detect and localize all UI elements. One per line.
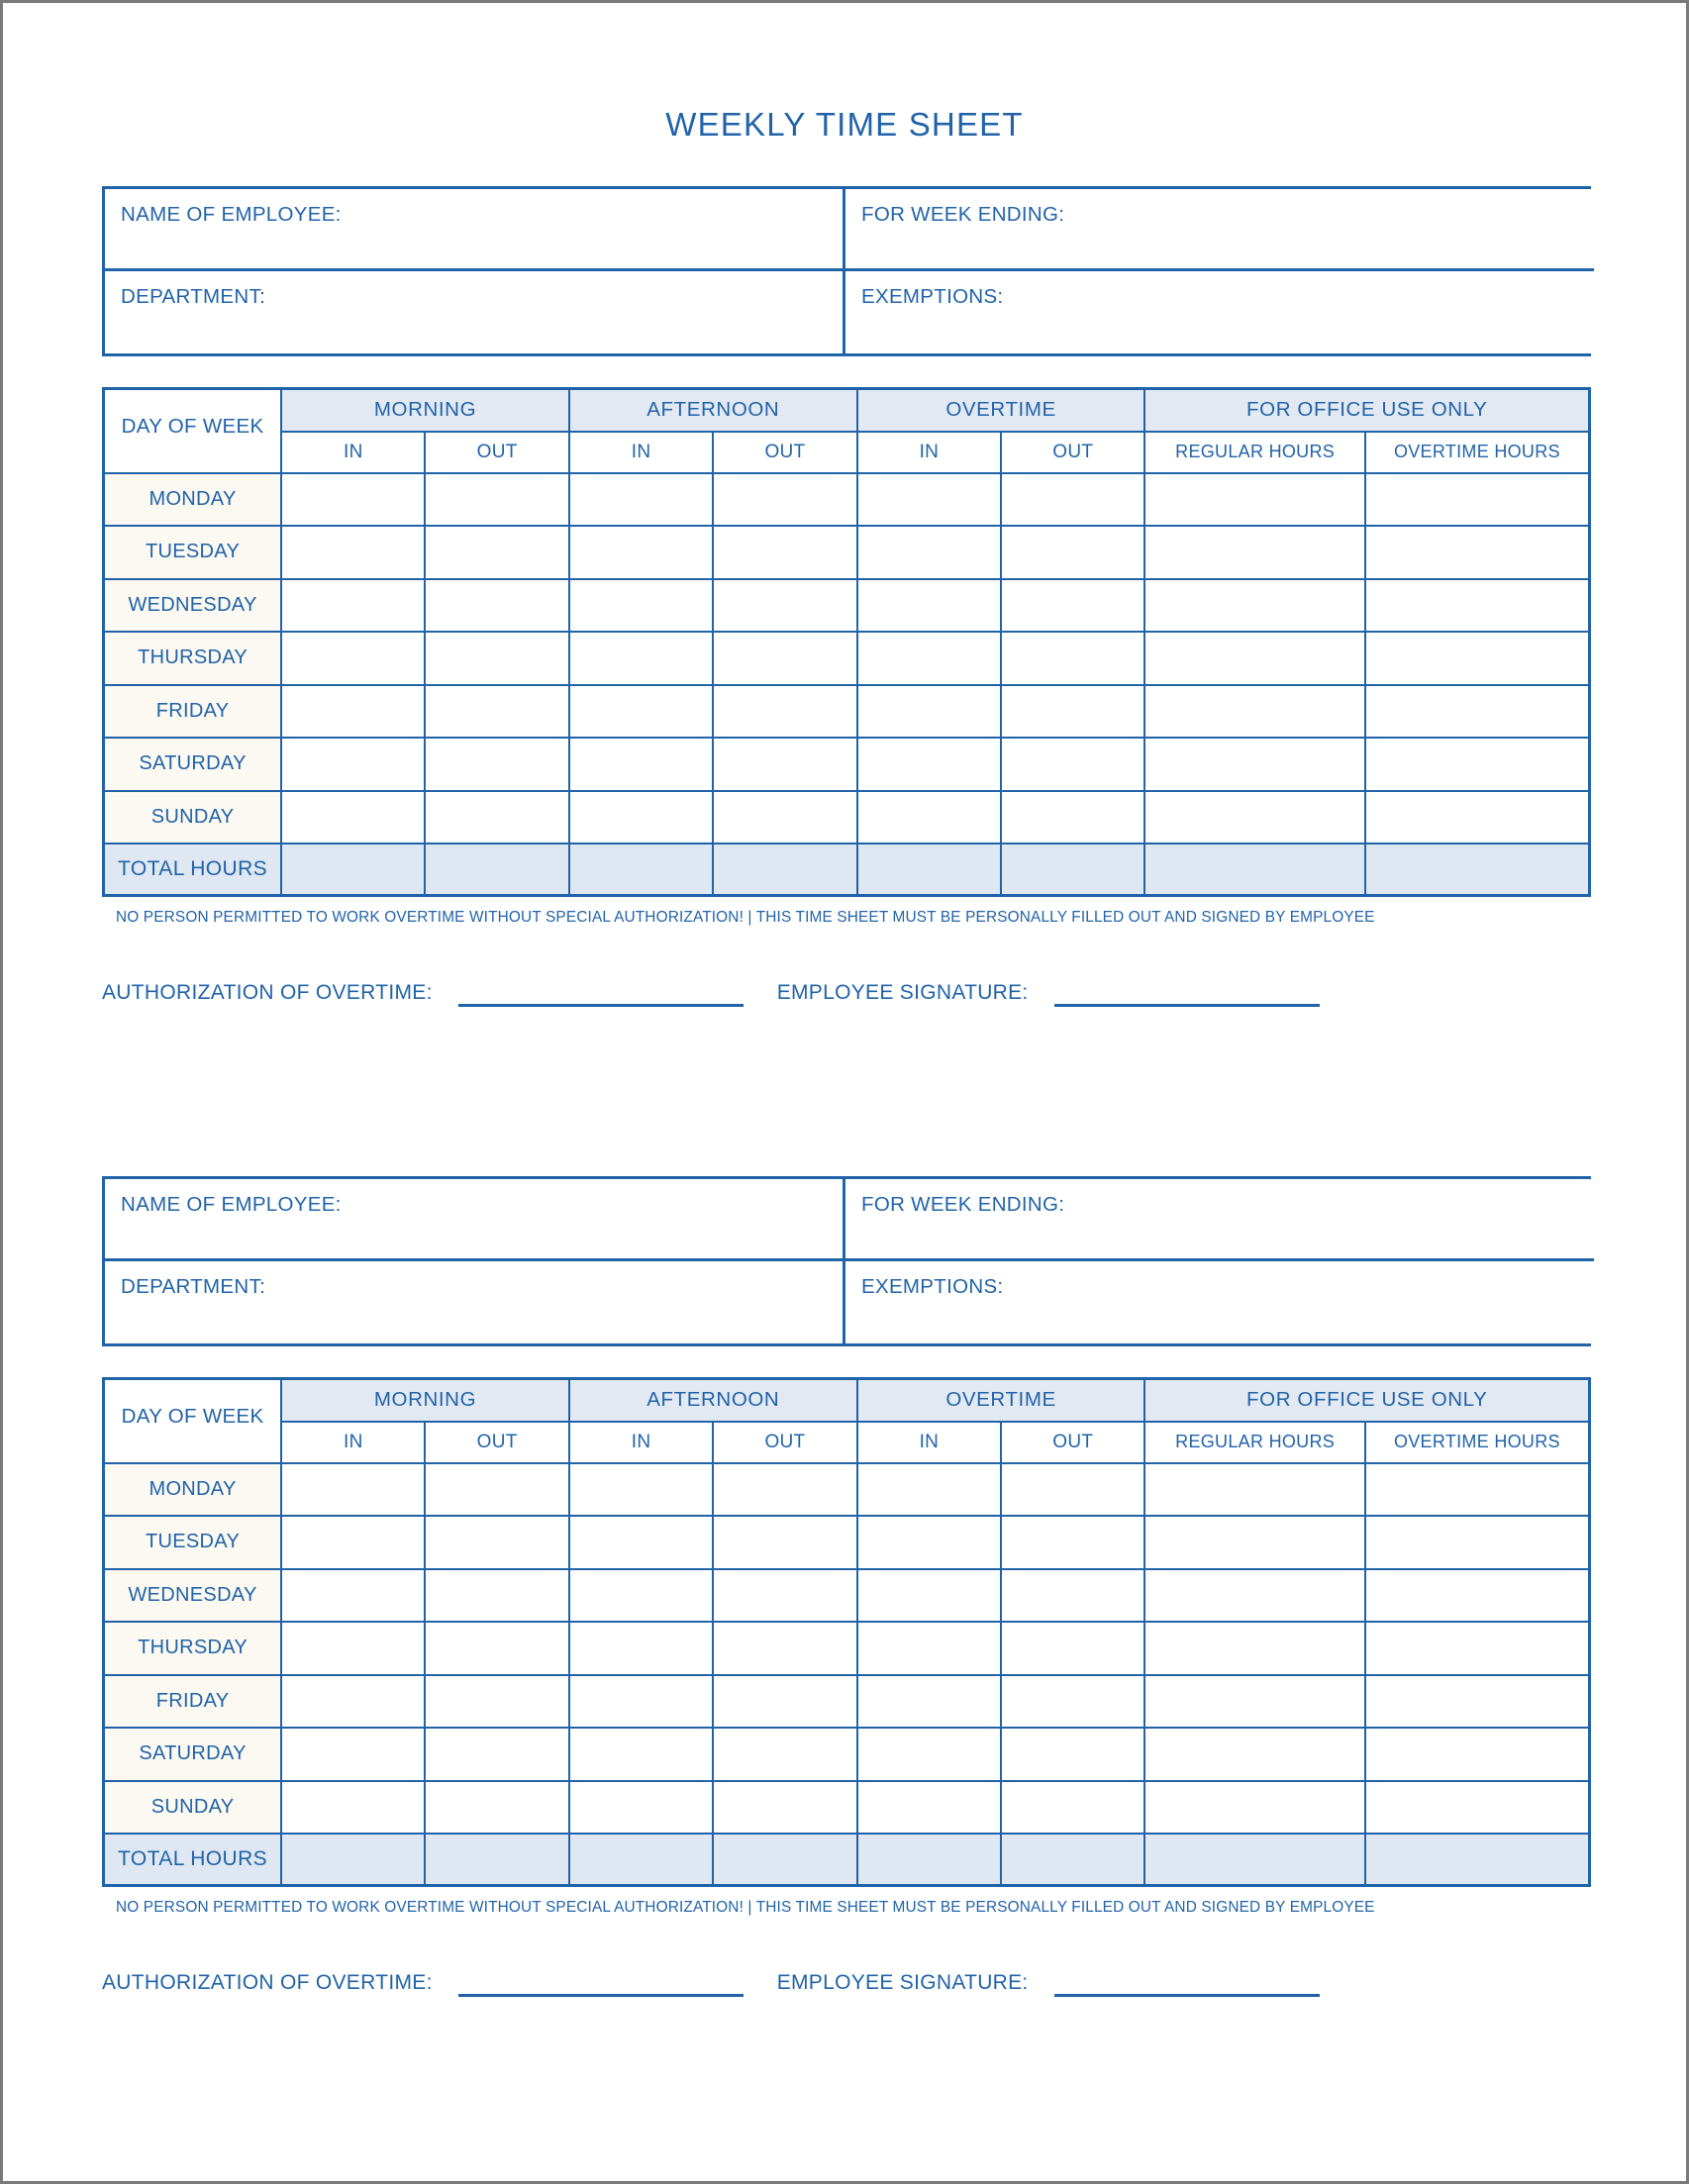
cell-monday-afternoon-out[interactable]: [713, 473, 856, 527]
cell-friday-morning-out[interactable]: [425, 685, 568, 739]
employee-signature-label: EMPLOYEE SIGNATURE:: [776, 1970, 1029, 1994]
cell-saturday-afternoon-in[interactable]: [569, 1728, 713, 1781]
signature-row-1: [102, 981, 1591, 1007]
cell-saturday-morning-in[interactable]: [281, 1728, 425, 1781]
authorization-of-overtime-label: AUTHORIZATION OF OVERTIME:: [102, 1970, 433, 1994]
page-title: WEEKLY TIME SHEET: [665, 106, 1024, 143]
subheader-afternoon-out: OUT: [713, 1422, 856, 1463]
cell-wednesday-morning-in[interactable]: [281, 1569, 425, 1623]
overtime-note-2: NO PERSON PERMITTED TO WORK OVERTIME WITHOUT SPECIAL AUTHORIZATION! | THIS TIME SHEET MUST BE PERSONALLY FILLED OUT AND SIGNED BY EMPLOYEE: [116, 1898, 1375, 1916]
cell-sunday-overtime-in[interactable]: [857, 1781, 1001, 1835]
cell-thursday-overtime-in[interactable]: [857, 632, 1001, 685]
employee-signature-label: EMPLOYEE SIGNATURE:: [776, 980, 1029, 1004]
total-hours-label: TOTAL HOURS: [104, 1834, 282, 1885]
day-label-monday: MONDAY: [104, 473, 282, 527]
table-row: [104, 1781, 1590, 1835]
cell-monday-morning-in[interactable]: [281, 473, 425, 527]
cell-tuesday-morning-out[interactable]: [425, 526, 568, 579]
cell-sunday-afternoon-out[interactable]: [713, 791, 856, 844]
cell-sunday-overtime-hours[interactable]: [1365, 1781, 1590, 1835]
cell-tuesday-overtime-hours[interactable]: [1365, 526, 1590, 579]
group-header-afternoon: AFTERNOON: [569, 1379, 857, 1422]
cell-wednesday-overtime-out[interactable]: [1001, 1569, 1144, 1623]
total-hours-row-1: [104, 844, 1590, 895]
day-label-wednesday: WEDNESDAY: [104, 1569, 282, 1623]
cell-sunday-overtime-in[interactable]: [857, 791, 1001, 844]
cell-thursday-overtime-out[interactable]: [1001, 1622, 1144, 1675]
cell-sunday-morning-out[interactable]: [425, 1781, 568, 1835]
table-row: [104, 738, 1590, 791]
total-afternoon-out[interactable]: [713, 844, 856, 895]
group-header-afternoon: AFTERNOON: [569, 389, 857, 432]
day-label-friday: FRIDAY: [104, 685, 282, 739]
timesheet-section-2: [102, 1176, 1591, 1997]
cell-thursday-afternoon-in[interactable]: [569, 632, 713, 685]
cell-saturday-morning-out[interactable]: [425, 1728, 568, 1781]
cell-wednesday-overtime-in[interactable]: [857, 579, 1001, 633]
table-row: [104, 685, 1590, 739]
cell-monday-afternoon-out[interactable]: [713, 1463, 856, 1517]
cell-tuesday-overtime-out[interactable]: [1001, 1516, 1144, 1569]
day-label-tuesday: TUESDAY: [104, 1516, 282, 1569]
cell-sunday-afternoon-in[interactable]: [569, 791, 713, 844]
table-row: [104, 526, 1590, 579]
group-header-office-use: FOR OFFICE USE ONLY: [1144, 389, 1589, 432]
cell-monday-overtime-in[interactable]: [857, 473, 1001, 527]
subheader-overtime-in: IN: [857, 1422, 1001, 1463]
cell-thursday-regular-hours[interactable]: [1144, 632, 1364, 685]
name-of-employee-field-2[interactable]: [105, 1179, 845, 1261]
department-label: DEPARTMENT:: [121, 1275, 266, 1298]
day-label-thursday: THURSDAY: [104, 1622, 282, 1675]
total-overtime-hours[interactable]: [1365, 844, 1590, 895]
cell-tuesday-overtime-out[interactable]: [1001, 526, 1144, 579]
subheader-afternoon-out: OUT: [713, 432, 856, 473]
authorization-of-overtime-line[interactable]: [458, 1994, 744, 1997]
cell-wednesday-regular-hours[interactable]: [1144, 1569, 1364, 1623]
subheader-regular-hours: REGULAR HOURS: [1144, 1422, 1364, 1463]
cell-thursday-afternoon-out[interactable]: [713, 632, 856, 685]
cell-tuesday-afternoon-out[interactable]: [713, 526, 856, 579]
department-label: DEPARTMENT:: [121, 285, 266, 308]
authorization-of-overtime-line[interactable]: [458, 1004, 744, 1007]
cell-wednesday-morning-out[interactable]: [425, 1569, 568, 1623]
table-head-1: [104, 389, 1590, 473]
employee-info-grid-2: [102, 1176, 1591, 1346]
subheader-morning-in: IN: [281, 432, 425, 473]
name-of-employee-field-1[interactable]: [105, 189, 845, 271]
total-morning-out[interactable]: [425, 1834, 568, 1885]
for-week-ending-field-2[interactable]: [845, 1179, 1594, 1261]
cell-tuesday-afternoon-in[interactable]: [569, 526, 713, 579]
cell-saturday-overtime-in[interactable]: [857, 738, 1001, 791]
cell-wednesday-morning-in[interactable]: [281, 579, 425, 633]
employee-info-grid-1: [102, 186, 1591, 356]
table-row: [104, 1463, 1590, 1517]
for-week-ending-label: FOR WEEK ENDING:: [861, 1193, 1065, 1216]
cell-tuesday-morning-in[interactable]: [281, 1516, 425, 1569]
cell-monday-overtime-hours[interactable]: [1365, 473, 1590, 527]
cell-friday-morning-in[interactable]: [281, 685, 425, 739]
cell-thursday-overtime-out[interactable]: [1001, 632, 1144, 685]
cell-saturday-afternoon-out[interactable]: [713, 1728, 856, 1781]
subheader-afternoon-in: IN: [569, 432, 713, 473]
cell-monday-regular-hours[interactable]: [1144, 1463, 1364, 1517]
cell-monday-morning-out[interactable]: [425, 473, 568, 527]
cell-sunday-morning-in[interactable]: [281, 791, 425, 844]
day-label-thursday: THURSDAY: [104, 632, 282, 685]
total-afternoon-in[interactable]: [569, 1834, 713, 1885]
subheader-morning-in: IN: [281, 1422, 425, 1463]
cell-saturday-morning-in[interactable]: [281, 738, 425, 791]
cell-tuesday-afternoon-in[interactable]: [569, 1516, 713, 1569]
exemptions-label: EXEMPTIONS:: [861, 285, 1004, 308]
total-overtime-in[interactable]: [857, 1834, 1001, 1885]
group-header-morning: MORNING: [281, 389, 569, 432]
cell-saturday-morning-out[interactable]: [425, 738, 568, 791]
cell-wednesday-afternoon-in[interactable]: [569, 1569, 713, 1623]
cell-tuesday-morning-in[interactable]: [281, 526, 425, 579]
authorization-of-overtime-label: AUTHORIZATION OF OVERTIME:: [102, 980, 433, 1004]
sub-header-row-2: [104, 1422, 1590, 1463]
cell-thursday-morning-out[interactable]: [425, 1622, 568, 1675]
cell-sunday-afternoon-in[interactable]: [569, 1781, 713, 1835]
cell-sunday-overtime-out[interactable]: [1001, 1781, 1144, 1835]
cell-friday-afternoon-in[interactable]: [569, 685, 713, 739]
cell-monday-overtime-out[interactable]: [1001, 473, 1144, 527]
name-of-employee-label: NAME OF EMPLOYEE:: [121, 203, 342, 226]
cell-friday-overtime-hours[interactable]: [1365, 1675, 1590, 1729]
day-label-sunday: SUNDAY: [104, 791, 282, 844]
day-of-week-header: DAY OF WEEK: [104, 1379, 282, 1463]
cell-friday-overtime-in[interactable]: [857, 685, 1001, 739]
cell-sunday-overtime-hours[interactable]: [1365, 791, 1590, 844]
cell-friday-afternoon-in[interactable]: [569, 1675, 713, 1729]
cell-sunday-regular-hours[interactable]: [1144, 791, 1364, 844]
table-row: [104, 473, 1590, 527]
group-header-overtime: OVERTIME: [857, 1379, 1145, 1422]
subheader-morning-out: OUT: [425, 432, 568, 473]
employee-signature-line[interactable]: [1054, 1994, 1320, 1997]
total-hours-label: TOTAL HOURS: [104, 844, 282, 895]
cell-monday-afternoon-in[interactable]: [569, 473, 713, 527]
time-entry-table-2: [102, 1377, 1591, 1887]
subheader-overtime-in: IN: [857, 432, 1001, 473]
cell-saturday-overtime-out[interactable]: [1001, 1728, 1144, 1781]
total-overtime-out[interactable]: [1001, 1834, 1144, 1885]
cell-monday-regular-hours[interactable]: [1144, 473, 1364, 527]
group-header-row-1: [104, 389, 1590, 432]
cell-saturday-regular-hours[interactable]: [1144, 1728, 1364, 1781]
time-entry-table-1: [102, 387, 1591, 897]
total-afternoon-out[interactable]: [713, 1834, 856, 1885]
subheader-overtime-out: OUT: [1001, 432, 1144, 473]
subheader-overtime-out: OUT: [1001, 1422, 1144, 1463]
cell-friday-overtime-out[interactable]: [1001, 685, 1144, 739]
total-morning-in[interactable]: [281, 844, 425, 895]
cell-friday-regular-hours[interactable]: [1144, 685, 1364, 739]
total-hours-row-2: [104, 1834, 1590, 1885]
employee-signature-line[interactable]: [1054, 1004, 1320, 1007]
table-row: [104, 1516, 1590, 1569]
day-label-friday: FRIDAY: [104, 1675, 282, 1729]
subheader-overtime-hours: OVERTIME HOURS: [1365, 1422, 1590, 1463]
cell-thursday-afternoon-out[interactable]: [713, 1622, 856, 1675]
cell-saturday-afternoon-in[interactable]: [569, 738, 713, 791]
cell-thursday-overtime-in[interactable]: [857, 1622, 1001, 1675]
cell-friday-overtime-in[interactable]: [857, 1675, 1001, 1729]
total-afternoon-in[interactable]: [569, 844, 713, 895]
cell-sunday-overtime-out[interactable]: [1001, 791, 1144, 844]
cell-tuesday-afternoon-out[interactable]: [713, 1516, 856, 1569]
group-header-overtime: OVERTIME: [857, 389, 1145, 432]
name-of-employee-label: NAME OF EMPLOYEE:: [121, 1193, 342, 1216]
sub-header-row-1: [104, 432, 1590, 473]
total-morning-in[interactable]: [281, 1834, 425, 1885]
cell-saturday-overtime-hours[interactable]: [1365, 1728, 1590, 1781]
cell-sunday-afternoon-out[interactable]: [713, 1781, 856, 1835]
day-label-tuesday: TUESDAY: [104, 526, 282, 579]
day-label-saturday: SATURDAY: [104, 1728, 282, 1781]
cell-saturday-overtime-in[interactable]: [857, 1728, 1001, 1781]
cell-saturday-overtime-hours[interactable]: [1365, 738, 1590, 791]
cell-saturday-regular-hours[interactable]: [1144, 738, 1364, 791]
total-overtime-out[interactable]: [1001, 844, 1144, 895]
overtime-note-1: NO PERSON PERMITTED TO WORK OVERTIME WITHOUT SPECIAL AUTHORIZATION! | THIS TIME SHEET MUST BE PERSONALLY FILLED OUT AND SIGNED BY EMPLOYEE: [116, 908, 1375, 926]
cell-monday-overtime-out[interactable]: [1001, 1463, 1144, 1517]
cell-thursday-morning-out[interactable]: [425, 632, 568, 685]
subheader-regular-hours: REGULAR HOURS: [1144, 432, 1364, 473]
day-label-monday: MONDAY: [104, 1463, 282, 1517]
cell-friday-afternoon-out[interactable]: [713, 1675, 856, 1729]
cell-friday-overtime-hours[interactable]: [1365, 685, 1590, 739]
cell-wednesday-overtime-hours[interactable]: [1365, 1569, 1590, 1623]
cell-thursday-overtime-hours[interactable]: [1365, 1622, 1590, 1675]
cell-tuesday-regular-hours[interactable]: [1144, 1516, 1364, 1569]
cell-monday-morning-in[interactable]: [281, 1463, 425, 1517]
day-label-wednesday: WEDNESDAY: [104, 579, 282, 633]
cell-monday-overtime-in[interactable]: [857, 1463, 1001, 1517]
cell-saturday-afternoon-out[interactable]: [713, 738, 856, 791]
total-regular-hours[interactable]: [1144, 1834, 1364, 1885]
department-field-1[interactable]: [105, 271, 845, 353]
cell-sunday-morning-out[interactable]: [425, 791, 568, 844]
cell-tuesday-overtime-in[interactable]: [857, 1516, 1001, 1569]
group-header-office-use: FOR OFFICE USE ONLY: [1144, 1379, 1589, 1422]
cell-thursday-regular-hours[interactable]: [1144, 1622, 1364, 1675]
group-header-row-2: [104, 1379, 1590, 1422]
day-of-week-header: DAY OF WEEK: [104, 389, 282, 473]
table-row: [104, 1675, 1590, 1729]
cell-thursday-morning-in[interactable]: [281, 1622, 425, 1675]
department-field-2[interactable]: [105, 1261, 845, 1343]
cell-wednesday-morning-out[interactable]: [425, 579, 568, 633]
table-row: [104, 1728, 1590, 1781]
subheader-overtime-hours: OVERTIME HOURS: [1365, 432, 1590, 473]
cell-friday-afternoon-out[interactable]: [713, 685, 856, 739]
cell-friday-morning-in[interactable]: [281, 1675, 425, 1729]
cell-friday-overtime-out[interactable]: [1001, 1675, 1144, 1729]
table-body-2: [104, 1463, 1590, 1886]
cell-wednesday-afternoon-in[interactable]: [569, 579, 713, 633]
day-label-sunday: SUNDAY: [104, 1781, 282, 1835]
cell-wednesday-afternoon-out[interactable]: [713, 579, 856, 633]
for-week-ending-label: FOR WEEK ENDING:: [861, 203, 1065, 226]
table-head-2: [104, 1379, 1590, 1463]
subheader-morning-out: OUT: [425, 1422, 568, 1463]
cell-wednesday-overtime-in[interactable]: [857, 1569, 1001, 1623]
cell-thursday-morning-in[interactable]: [281, 632, 425, 685]
exemptions-label: EXEMPTIONS:: [861, 1275, 1004, 1298]
day-label-saturday: SATURDAY: [104, 738, 282, 791]
table-body-1: [104, 473, 1590, 896]
group-header-morning: MORNING: [281, 1379, 569, 1422]
table-row: [104, 1569, 1590, 1623]
cell-tuesday-overtime-hours[interactable]: [1365, 1516, 1590, 1569]
cell-wednesday-overtime-out[interactable]: [1001, 579, 1144, 633]
cell-friday-morning-out[interactable]: [425, 1675, 568, 1729]
total-morning-out[interactable]: [425, 844, 568, 895]
cell-monday-overtime-hours[interactable]: [1365, 1463, 1590, 1517]
signature-row-2: [102, 1971, 1591, 1997]
cell-wednesday-regular-hours[interactable]: [1144, 579, 1364, 633]
subheader-afternoon-in: IN: [569, 1422, 713, 1463]
cell-wednesday-afternoon-out[interactable]: [713, 1569, 856, 1623]
table-row: [104, 791, 1590, 844]
cell-friday-regular-hours[interactable]: [1144, 1675, 1364, 1729]
cell-wednesday-overtime-hours[interactable]: [1365, 579, 1590, 633]
cell-saturday-overtime-out[interactable]: [1001, 738, 1144, 791]
table-row: [104, 1622, 1590, 1675]
for-week-ending-field-1[interactable]: [845, 189, 1594, 271]
cell-thursday-overtime-hours[interactable]: [1365, 632, 1590, 685]
table-row: [104, 579, 1590, 633]
total-overtime-hours[interactable]: [1365, 1834, 1590, 1885]
total-regular-hours[interactable]: [1144, 844, 1364, 895]
total-overtime-in[interactable]: [857, 844, 1001, 895]
timesheet-section-1: [102, 186, 1591, 1007]
exemptions-field-1[interactable]: [845, 271, 1594, 353]
cell-tuesday-regular-hours[interactable]: [1144, 526, 1364, 579]
cell-sunday-morning-in[interactable]: [281, 1781, 425, 1835]
exemptions-field-2[interactable]: [845, 1261, 1594, 1343]
cell-monday-morning-out[interactable]: [425, 1463, 568, 1517]
table-row: [104, 632, 1590, 685]
cell-tuesday-morning-out[interactable]: [425, 1516, 568, 1569]
cell-sunday-regular-hours[interactable]: [1144, 1781, 1364, 1835]
cell-thursday-afternoon-in[interactable]: [569, 1622, 713, 1675]
cell-tuesday-overtime-in[interactable]: [857, 526, 1001, 579]
cell-monday-afternoon-in[interactable]: [569, 1463, 713, 1517]
